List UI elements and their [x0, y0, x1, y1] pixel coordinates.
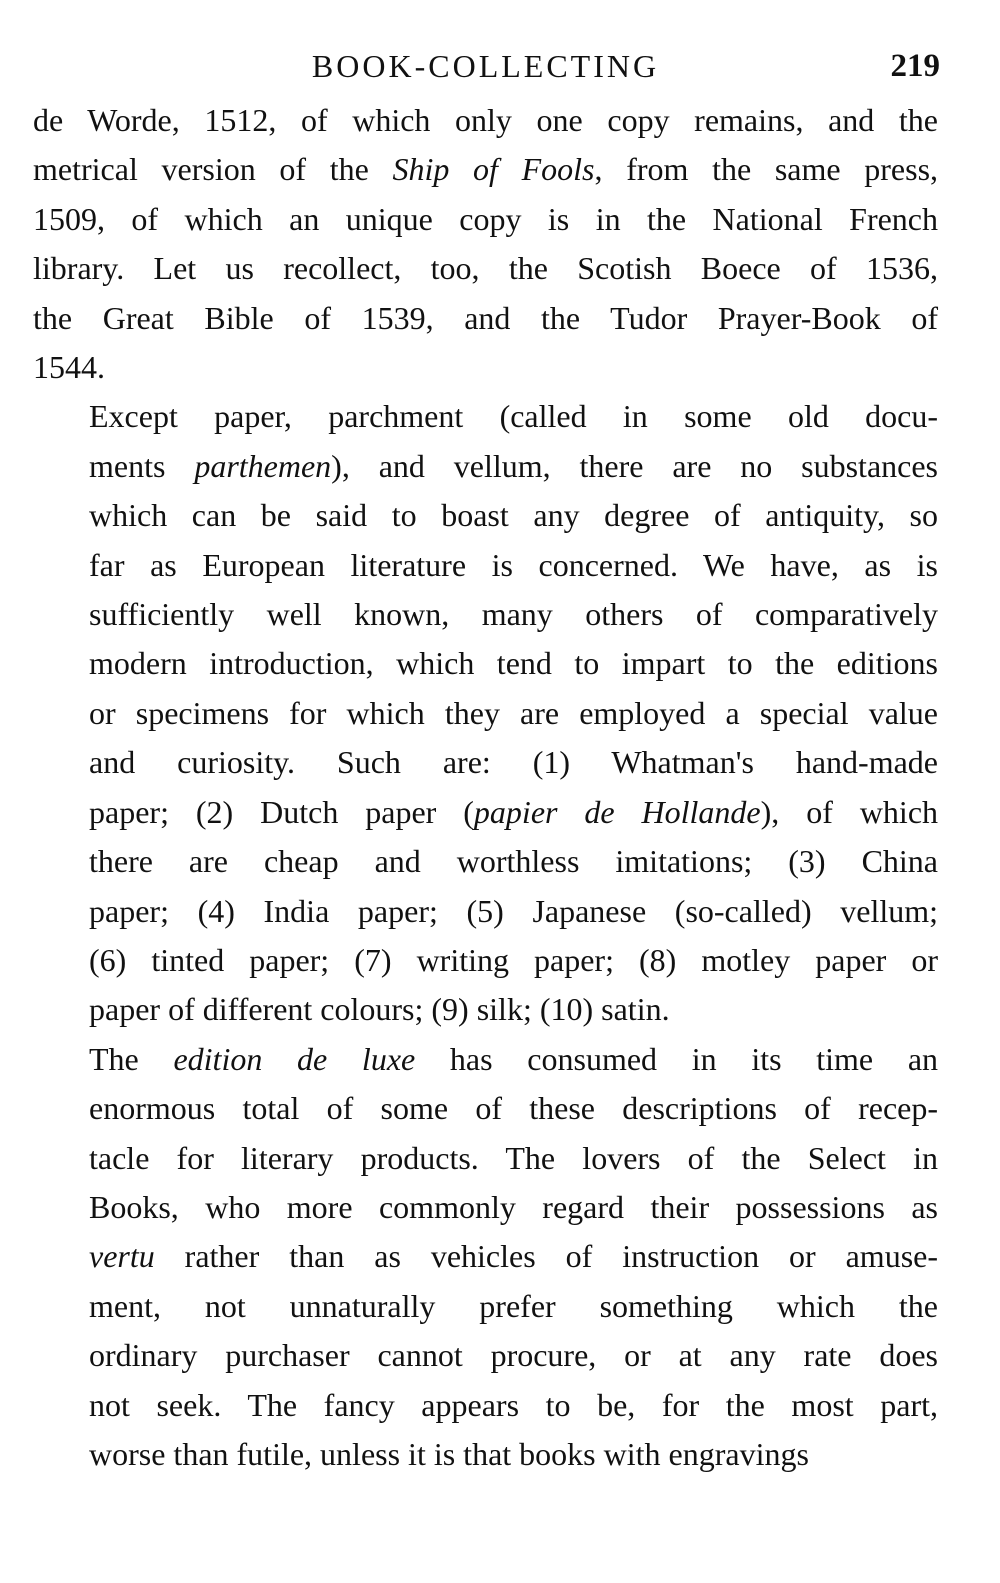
- italic-text: parthemen: [194, 447, 332, 484]
- italic-text: papier de Hollande: [473, 793, 761, 830]
- text-line: sufficiently well known, many others of comparatively: [89, 596, 938, 633]
- page-header: [33, 48, 938, 96]
- text-line: the Great Bible of 1539, and the Tudor Prayer-Book of: [33, 299, 938, 336]
- italic-text: Ship of Fools: [392, 151, 595, 188]
- text-line: ordinary purchaser cannot procure, or at any rate does: [89, 1337, 938, 1374]
- text-line: paper; (4) India paper; (5) Japanese (so-called) vellum;: [89, 892, 938, 929]
- paragraph: [33, 1035, 938, 1480]
- text-line: library. Let us recollect, too, the Scotish Boece of 1536,: [33, 250, 938, 287]
- text-line: Books, who more commonly regard their possessions as: [89, 1188, 938, 1225]
- italic-text: edition de luxe: [173, 1040, 416, 1077]
- text-line: (6) tinted paper; (7) writing paper; (8) motley paper or: [89, 941, 938, 978]
- text-line: metrical version of the Ship of Fools, from the same press,: [33, 151, 939, 188]
- text-line: paper of different colours; (9) silk; (10) satin.: [89, 991, 670, 1028]
- text-line: not seek. The fancy appears to be, for the most part,: [89, 1386, 938, 1423]
- paragraph: [33, 96, 938, 392]
- page-number: 219: [890, 48, 940, 84]
- text-line: 1509, of which an unique copy is in the National French: [33, 200, 938, 237]
- text-line: and curiosity. Such are: (1) Whatman's hand-made: [89, 744, 938, 781]
- text-line: paper; (2) Dutch paper (papier de Hollande), of which: [89, 793, 939, 830]
- paragraph: [33, 392, 938, 1034]
- italic-text: vertu: [89, 1238, 155, 1275]
- running-title: BOOK-COLLECTING: [311, 48, 660, 84]
- text-line: there are cheap and worthless imitations; (3) China: [89, 843, 938, 880]
- text-line: Except paper, parchment (called in some old docu-: [89, 398, 938, 435]
- text-line: 1544.: [33, 349, 105, 386]
- text-line: far as European literature is concerned. We have, as is: [89, 546, 938, 583]
- text-line: which can be said to boast any degree of antiquity, so: [89, 497, 938, 534]
- text-line: vertu rather than as vehicles of instruction or amuse-: [89, 1238, 938, 1275]
- text-line: The edition de luxe has consumed in its time an: [89, 1040, 939, 1077]
- text-line: de Worde, 1512, of which only one copy remains, and the: [33, 102, 938, 138]
- text-line: or specimens for which they are employed a special value: [89, 694, 938, 731]
- text-line: ment, not unnaturally prefer something which the: [89, 1287, 938, 1324]
- text-line: ments parthemen), and vellum, there are no substances: [89, 447, 939, 484]
- text-line: enormous total of some of these descriptions of recep-: [89, 1090, 938, 1127]
- text-line: worse than futile, unless it is that books with engravings: [89, 1435, 809, 1472]
- text-line: tacle for literary products. The lovers of the Select in: [89, 1139, 938, 1176]
- text-line: modern introduction, which tend to impart to the editions: [89, 645, 938, 682]
- page-body: [33, 96, 938, 1479]
